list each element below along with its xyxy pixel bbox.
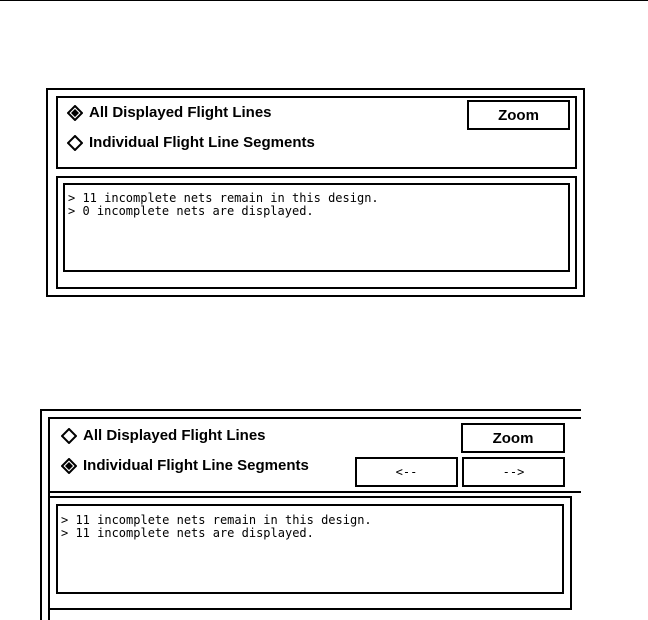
radio-all-label: All Displayed Flight Lines	[83, 427, 266, 444]
radio-individual-flight-line-segments[interactable]	[61, 457, 309, 474]
radio-all-label: All Displayed Flight Lines	[89, 104, 272, 121]
previous-segment-button[interactable]	[355, 457, 458, 487]
filled-diamond-icon	[67, 105, 83, 121]
zoom-button-label: Zoom	[492, 429, 534, 447]
filled-diamond-icon	[61, 458, 77, 474]
radio-individual-label: Individual Flight Line Segments	[83, 457, 309, 474]
message-line: > 11 incomplete nets remain in this design.	[61, 513, 372, 527]
radio-individual-flight-line-segments[interactable]	[67, 134, 315, 151]
previous-button-label: <--	[395, 465, 418, 479]
message-line: > 11 incomplete nets remain in this design.	[68, 191, 379, 205]
hollow-diamond-icon	[67, 135, 83, 151]
zoom-button-label: Zoom	[498, 106, 539, 124]
page-top-rule	[0, 0, 648, 1]
radio-individual-label: Individual Flight Line Segments	[89, 134, 315, 151]
panel-2-message-inner	[56, 504, 564, 594]
panel-1-message-inner	[63, 183, 570, 272]
zoom-button[interactable]	[461, 423, 565, 453]
panel-2-top-rule	[40, 409, 581, 411]
zoom-button[interactable]	[467, 100, 570, 130]
message-line: > 0 incomplete nets are displayed.	[68, 204, 314, 218]
panel-2-inner-top-rule	[48, 417, 581, 419]
hollow-diamond-icon	[61, 428, 77, 444]
panel-2-section-divider	[48, 491, 581, 493]
radio-all-displayed-flight-lines[interactable]	[61, 427, 266, 444]
message-line: > 11 incomplete nets are displayed.	[61, 526, 314, 540]
radio-all-displayed-flight-lines[interactable]	[67, 104, 272, 121]
panel-2-left-rule	[40, 409, 42, 620]
next-segment-button[interactable]	[462, 457, 565, 487]
next-button-label: -->	[502, 465, 525, 479]
